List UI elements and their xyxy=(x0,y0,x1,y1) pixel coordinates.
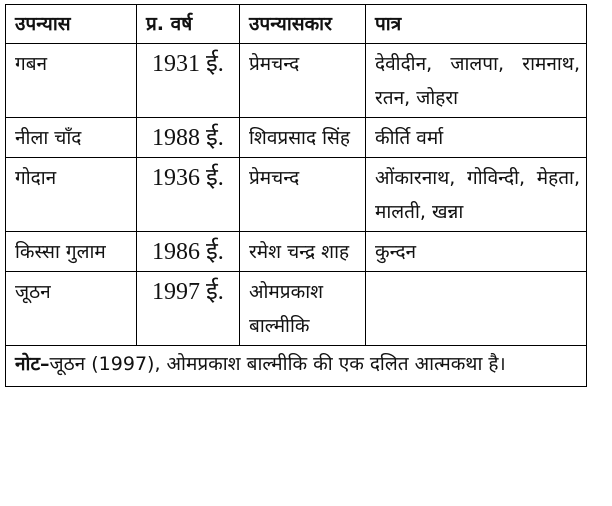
header-characters: पात्र xyxy=(366,5,587,44)
table-row xyxy=(6,232,587,272)
cell-author: प्रेमचन्द xyxy=(240,158,366,232)
cell-year: 1986 ई. xyxy=(137,232,240,272)
header-author: उपन्यासकार xyxy=(240,5,366,44)
header-novel: उपन्यास xyxy=(6,5,137,44)
cell-novel: गोदान xyxy=(6,158,137,232)
table-row xyxy=(6,158,587,232)
cell-year: 1988 ई. xyxy=(137,118,240,158)
note-text: जूठन (1997), ओमप्रकाश बाल्मीकि की एक दलित आत्मकथा है। xyxy=(49,353,506,375)
cell-author: प्रेमचन्द xyxy=(240,44,366,118)
cell-novel: जूठन xyxy=(6,272,137,346)
cell-year: 1931 ई. xyxy=(137,44,240,118)
cell-novel: गबन xyxy=(6,44,137,118)
table-row xyxy=(6,118,587,158)
cell-novel: किस्सा गुलाम xyxy=(6,232,137,272)
cell-characters: कीर्ति वर्मा xyxy=(366,118,587,158)
cell-novel: नीला चाँद xyxy=(6,118,137,158)
cell-characters xyxy=(366,272,587,346)
cell-author: रमेश चन्द्र शाह xyxy=(240,232,366,272)
table-row xyxy=(6,272,587,346)
header-year: प्र. वर्ष xyxy=(137,5,240,44)
cell-year: 1997 ई. xyxy=(137,272,240,346)
note-cell xyxy=(6,346,587,387)
cell-characters: देवीदीन, जालपा, रामनाथ, रतन, जोहरा xyxy=(366,44,587,118)
note-row xyxy=(6,346,587,387)
novels-table xyxy=(5,4,587,387)
table-header-row xyxy=(6,5,587,44)
table-row xyxy=(6,44,587,118)
note-label: नोट– xyxy=(15,353,50,375)
cell-characters: कुन्दन xyxy=(366,232,587,272)
cell-author: ओमप्रकाश बाल्मीकि xyxy=(240,272,366,346)
cell-year: 1936 ई. xyxy=(137,158,240,232)
cell-characters: ओंकारनाथ, गोविन्दी, मेहता, मालती, खन्ना xyxy=(366,158,587,232)
cell-author: शिवप्रसाद सिंह xyxy=(240,118,366,158)
